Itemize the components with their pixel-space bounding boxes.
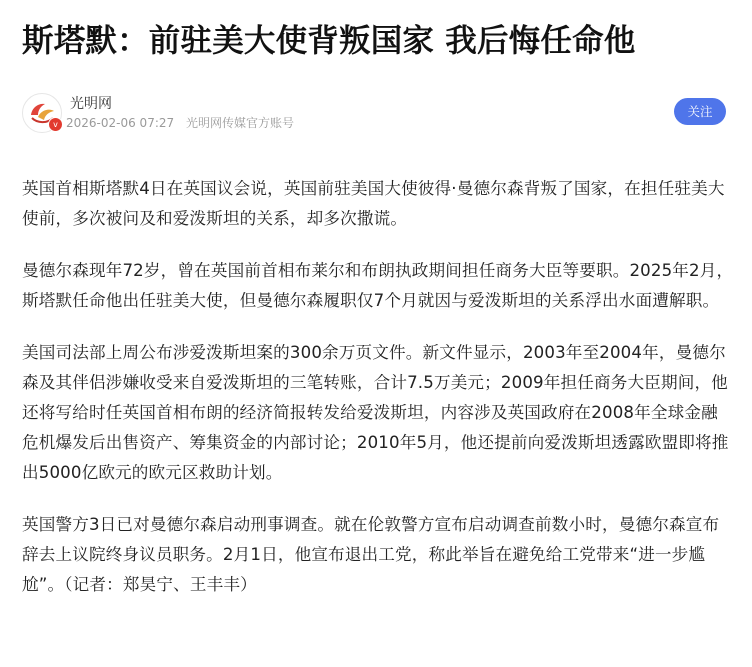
paragraph-2: 曼德尔森现年72岁，曾在英国前首相布莱尔和布朗执政期间担任商务大臣等要职。2025年2月，斯塔默任命他出任驻美大使，但曼德尔森履职仅7个月就因与爱泼斯坦的关系浮出水面遭解职。 [22,261,734,310]
author-name[interactable]: 光明网 [70,96,112,112]
publish-date: 2026-02-06 07:27 [66,116,175,130]
paragraph-3: 美国司法部上周公布涉爱泼斯坦案的300余万页文件。新文件显示，2003年至2004年，曼德尔森及其伴侣涉嫌收受来自爱泼斯坦的三笔转账，合计7.5万美元；2009年担任商务大臣期间，他还将写给时任英国首相布朗的经济简报转发给爱泼斯坦，内容涉及英国政府在2008年全球金融危机爆发后出售资产、筹集资金的内部讨论；2010年5月，他还提前向爱泼斯坦透露欧盟即将推出5000亿欧元的欧元区救助计划。 [22,343,729,482]
verified-badge-icon: v [48,117,63,132]
follow-button[interactable]: 关注 [674,98,726,125]
article-title: 斯塔默：前驻美大使背叛国家 我后悔任命他 [22,23,636,59]
post-meta [66,114,302,131]
article-body [22,174,734,622]
paragraph-1: 英国首相斯塔默4日在英国议会说，英国前驻美国大使彼得·曼德尔森背叛了国家，在担任驻美大使前，多次被问及和爱泼斯坦的关系，却多次撒谎。 [22,179,725,228]
account-type: 光明网传媒官方账号 [185,116,294,130]
paragraph-4: 英国警方3日已对曼德尔森启动刑事调查。就在伦敦警方宣布启动调查前数小时，曼德尔森宣布辞去上议院终身议员职务。2月1日，他宣布退出工党，称此举旨在避免给工党带来“进一步尴尬”。（记者：郑昊宁、王丰丰） [22,515,720,594]
author-row [22,90,730,140]
